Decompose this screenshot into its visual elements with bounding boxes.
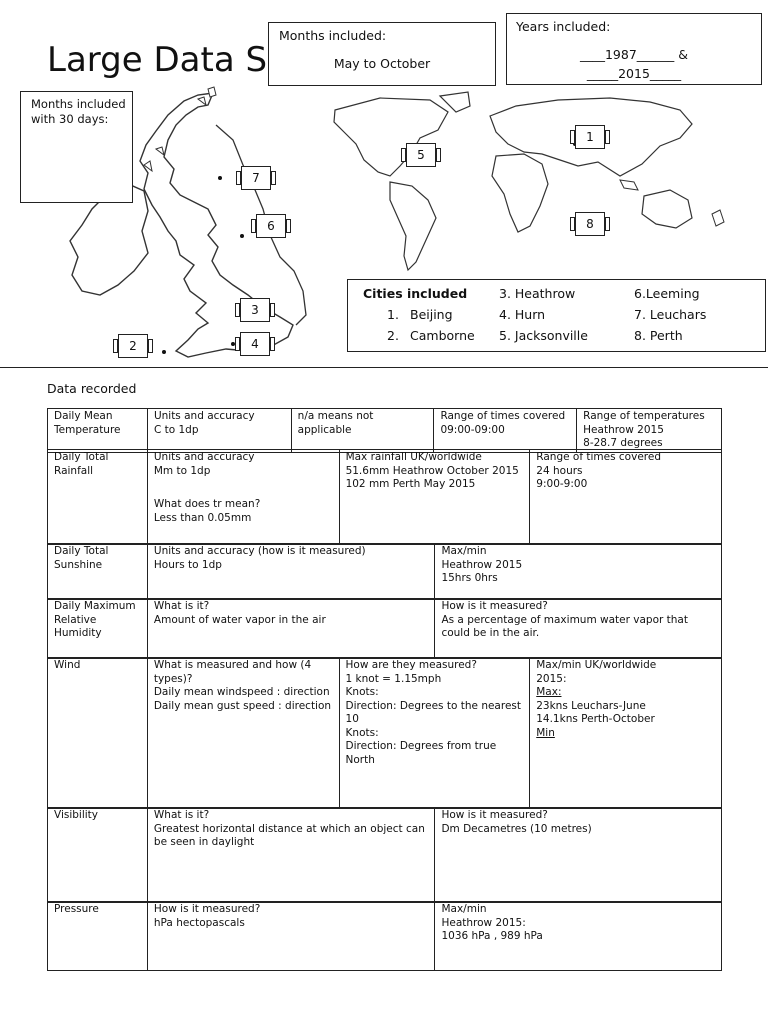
world-map-image [320, 90, 740, 275]
years-included-label: Years included: [516, 19, 611, 34]
map-dot [240, 234, 244, 238]
map-marker-6 [256, 214, 286, 238]
city-3: 3. Heathrow [499, 286, 576, 301]
years-included-line1: ____1987______ & [579, 47, 689, 62]
cities-heading: Cities included [363, 286, 468, 301]
map-marker-2 [118, 334, 148, 358]
city-5: 5. Jacksonville [499, 328, 588, 343]
cell-max-rainfall: Max rainfall UK/worldwide 51.6mm Heathrow October 2015 102 mm Perth May 2015 [339, 450, 530, 545]
marker-label: 4 [251, 337, 259, 351]
years-included-line2: _____2015_____ [586, 66, 682, 81]
row-label-pressure: Pressure [48, 902, 148, 971]
row-label-mean-temp: Daily Mean Temperature [48, 409, 148, 453]
city-6: 6.Leeming [634, 286, 700, 301]
city-7: 7. Leuchars [634, 307, 707, 322]
cell-maxmin: Max/min UK/worldwide 2015: Max: 23kns Leuchars-June 14.1kns Perth-October Min [530, 658, 722, 809]
months-included-box [268, 22, 496, 86]
cell-how: How is it measured? Dm Decametres (10 metres) [435, 808, 722, 903]
row-label-visibility: Visibility [48, 808, 148, 903]
marker-label: 8 [586, 217, 594, 231]
map-marker-8 [575, 212, 605, 236]
table-rainfall [47, 449, 722, 545]
cell-what: What is it? Greatest horizontal distance at which an object can be seen in daylight [147, 808, 435, 903]
months-30-days-label: Months included with 30 days: [31, 97, 126, 126]
years-included-box [506, 13, 762, 85]
marker-label: 3 [251, 303, 259, 317]
cities-included-box [347, 279, 766, 352]
cell-how: How is it measured? As a percentage of maximum water vapor that could be in the air. [435, 599, 722, 659]
cell-how-measured: How are they measured? 1 knot = 1.15mph Knots: Direction: Degrees to the nearest 10 Knots: Direction: Degrees from true North [339, 658, 530, 809]
cell-what: What is it? Amount of water vapor in the air [147, 599, 435, 659]
months-included-label: Months included: [279, 28, 387, 43]
table-mean-temperature [47, 408, 722, 453]
city-4: 4. Hurn [499, 307, 546, 322]
cell-maxmin: Max/min Heathrow 2015: 1036 hPa , 989 hPa [435, 902, 722, 971]
table-pressure [47, 901, 722, 971]
cell-range-temps: Range of temperatures Heathrow 2015 8-28.7 degrees [577, 409, 722, 453]
data-recorded-heading: Data recorded [47, 381, 137, 396]
city-2-name: Camborne [410, 328, 475, 343]
cell-units: Units and accuracy C to 1dp [147, 409, 291, 453]
cell-what-measured: What is measured and how (4 types)? Daily mean windspeed : direction Daily mean gust speed : direction [147, 658, 339, 809]
map-marker-4 [240, 332, 270, 356]
marker-label: 2 [129, 339, 137, 353]
city-1-name: Beijing [410, 307, 453, 322]
page-title: Large Data S [47, 40, 268, 80]
section-divider [0, 367, 768, 368]
cell-units: Units and accuracy (how is it measured) Hours to 1dp [147, 544, 435, 600]
marker-label: 5 [417, 148, 425, 162]
cell-units-tr: Units and accuracy Mm to 1dp What does tr mean? Less than 0.05mm [147, 450, 339, 545]
city-1-num: 1. [387, 307, 399, 322]
row-label-humidity: Daily Maximum Relative Humidity [48, 599, 148, 659]
table-humidity [47, 598, 722, 659]
row-label-rainfall: Daily Total Rainfall [48, 450, 148, 545]
map-dot [218, 176, 222, 180]
map-marker-5 [406, 143, 436, 167]
map-dot [162, 350, 166, 354]
table-sunshine [47, 543, 722, 600]
map-marker-7 [241, 166, 271, 190]
map-marker-1 [575, 125, 605, 149]
months-included-value: May to October [333, 56, 431, 71]
city-8: 8. Perth [634, 328, 683, 343]
marker-label: 1 [586, 130, 594, 144]
marker-label: 7 [252, 171, 260, 185]
cell-how: How is it measured? hPa hectopascals [147, 902, 435, 971]
row-label-sunshine: Daily Total Sunshine [48, 544, 148, 600]
table-visibility [47, 807, 722, 903]
marker-label: 6 [267, 219, 275, 233]
cell-range-times: Range of times covered 09:00-09:00 [434, 409, 577, 453]
cell-na-note: n/a means not applicable [291, 409, 434, 453]
city-2-num: 2. [387, 328, 399, 343]
map-marker-3 [240, 298, 270, 322]
cell-range-times: Range of times covered 24 hours 9:00-9:00 [530, 450, 722, 545]
cell-maxmin: Max/min Heathrow 2015 15hrs 0hrs [435, 544, 722, 600]
table-wind [47, 657, 722, 809]
row-label-wind: Wind [48, 658, 148, 809]
months-30-days-box [20, 91, 133, 203]
